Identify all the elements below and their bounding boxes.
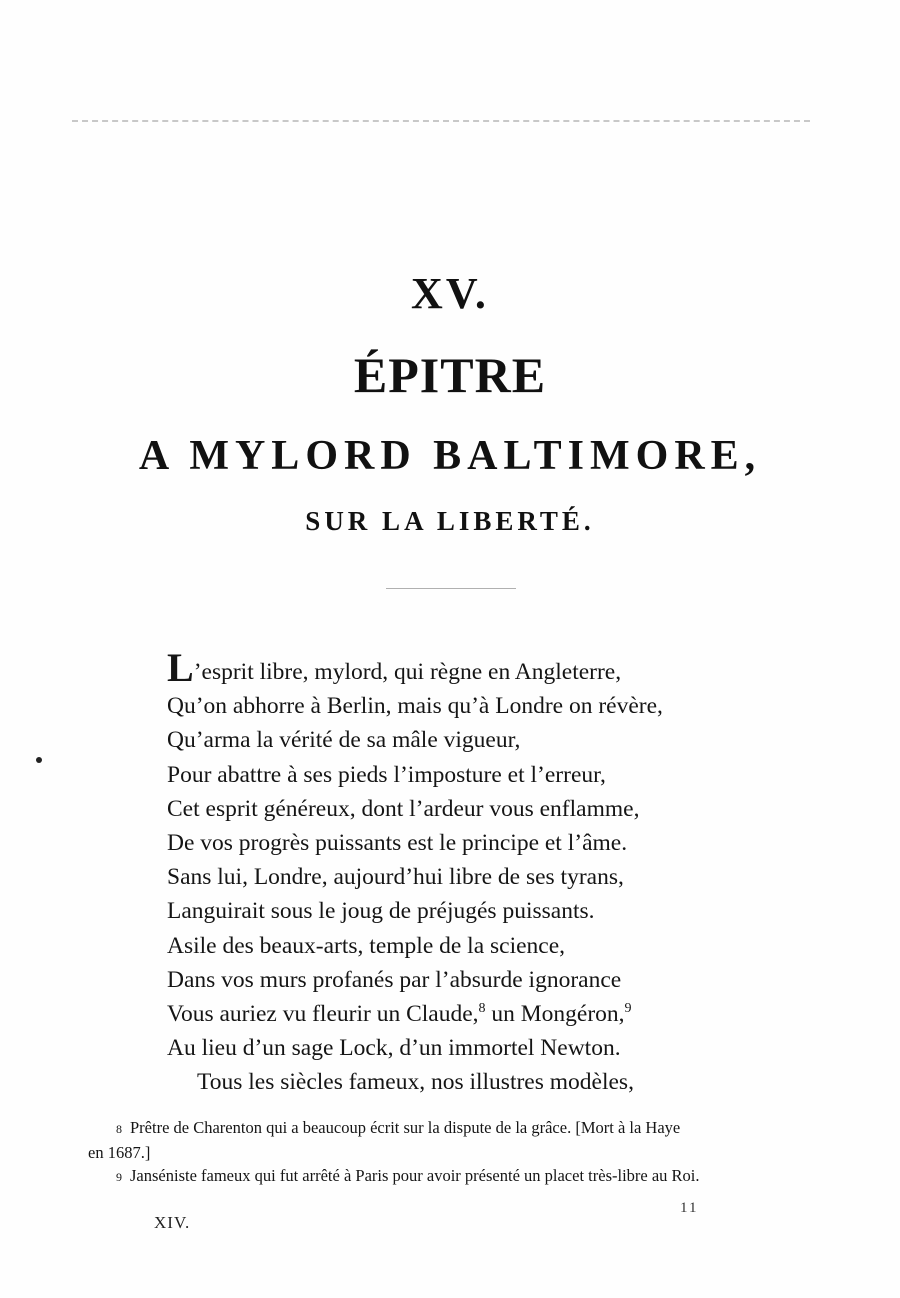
drop-cap: L: [167, 645, 194, 690]
footnote-ref-8[interactable]: 8: [478, 1000, 486, 1016]
signature-mark: XIV.: [154, 1213, 191, 1232]
verse-line-5: Cet esprit généreux, dont l’ardeur vous enflamme,: [167, 795, 640, 822]
footnote-9: [88, 1164, 838, 1189]
footnote-9-text: Janséniste fameux qui fut arrêté à Paris pour avoir présenté un placet très-libre au Roi.: [130, 1166, 700, 1185]
verse-line-7: Sans lui, Londre, aujourd’hui libre de ses tyrans,: [167, 864, 624, 891]
verse-line-11-part-b: un Mongéron,: [485, 1000, 625, 1027]
verse-line-13: Tous les siècles fameux, nos illustres modèles,: [197, 1069, 634, 1096]
section-divider: [386, 588, 516, 589]
verse-line-11: [167, 997, 807, 1031]
verse-line-12: Au lieu d’un sage Lock, d’un immortel Newton.: [167, 1035, 621, 1062]
chapter-number: XV.: [411, 269, 489, 318]
footnotes: [88, 1116, 838, 1189]
footnote-8-number: 8: [116, 1122, 122, 1136]
ink-speck: [36, 757, 42, 763]
footnote-9-number: 9: [116, 1170, 122, 1184]
footnote-8: [88, 1116, 838, 1141]
verse-line-4: Pour abattre à ses pieds l’imposture et l’erreur,: [167, 761, 606, 788]
verse-line-2: Qu’on abhorre à Berlin, mais qu’à Londre on révère,: [167, 693, 663, 720]
footnote-8-continuation: en 1687.]: [88, 1143, 151, 1162]
footnote-ref-9[interactable]: 9: [624, 1000, 632, 1016]
epistle-title: ÉPITRE: [353, 347, 547, 403]
subject-title: SUR LA LIBERTÉ.: [305, 506, 595, 536]
verse-line-6: De vos progrès puissants est le principe et l’âme.: [167, 829, 628, 856]
dedication-title: A MYLORD BALTIMORE,: [138, 433, 762, 479]
footnote-8-text: Prêtre de Charenton qui a beaucoup écrit sur la dispute de la grâce. [Mort à la Haye: [130, 1118, 681, 1137]
verse-line-8: Languirait sous le joug de préjugés puissants.: [167, 898, 595, 925]
verse-line-1: [167, 645, 807, 690]
poem-text: [167, 645, 807, 1099]
verse-line-11-part-a: Vous auriez vu fleurir un Claude,: [167, 1000, 479, 1027]
verse-line-1-text: ’esprit libre, mylord, qui règne en Angleterre,: [193, 659, 622, 685]
verse-line-3: Qu’arma la vérité de sa mâle vigueur,: [167, 727, 521, 754]
verse-line-9: Asile des beaux-arts, temple de la science,: [167, 932, 566, 959]
verse-line-10: Dans vos murs profanés par l’absurde ignorance: [167, 966, 622, 993]
page-number: 11: [680, 1200, 699, 1216]
top-rule: [72, 120, 810, 122]
